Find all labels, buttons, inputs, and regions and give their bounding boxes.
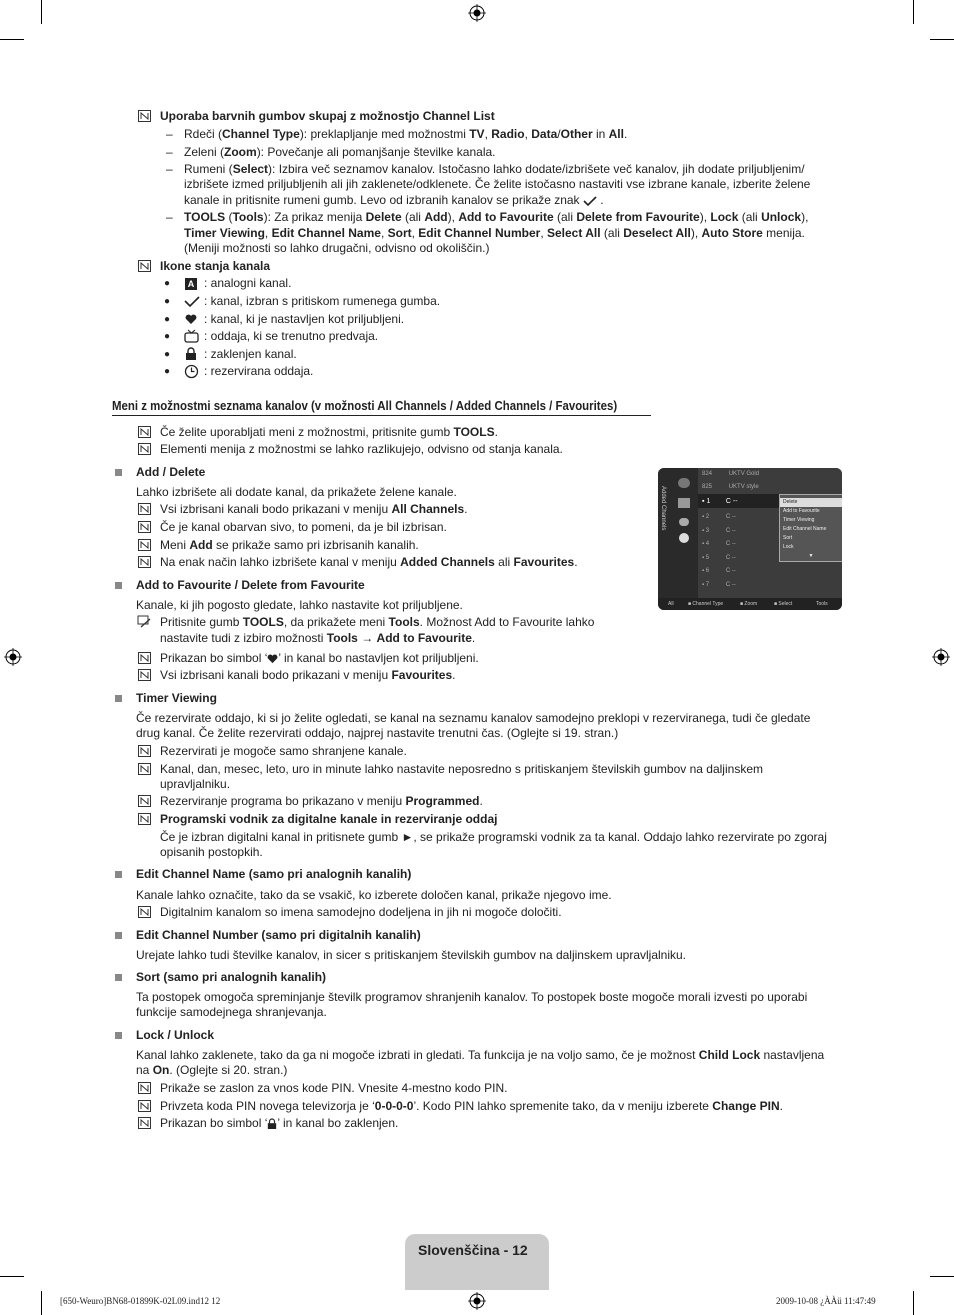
timer-heading: Timer Viewing bbox=[136, 691, 217, 705]
note-icon bbox=[138, 426, 151, 438]
timer-guide-text-2: opisanih postopkih. bbox=[160, 845, 263, 859]
edit-name-note: Digitalnim kanalom so imena samodejno dodeljena in jih ni mogoče določiti. bbox=[160, 905, 562, 919]
bullet: ● bbox=[164, 296, 171, 307]
section-title: Meni z možnostmi seznama kanalov (v možnosti All Channels / Added Channels / Favourites) bbox=[112, 398, 618, 413]
crop-mark bbox=[913, 0, 914, 24]
tv-add-icon bbox=[678, 498, 690, 508]
timer-note-2: upravljalniku. bbox=[160, 777, 231, 791]
lock-note: Prikazan bo simbol ‘ ’ in kanal bo zaklenjen. bbox=[160, 1116, 399, 1130]
red-button-text: Rdeči (Channel Type): preklapljanje med možnostmi TV, Radio, Data/Other in All. bbox=[184, 127, 628, 141]
registration-mark-icon bbox=[468, 4, 486, 22]
lock-text: Kanal lahko zaklenete, tako da ga ni mogoče izbrati in gledati. Ta funkcija je na voljo samo, če je možnost Child Lock nastavljena bbox=[136, 1048, 825, 1062]
tv-clock-icon bbox=[679, 533, 689, 543]
section-underline bbox=[112, 415, 651, 416]
lock-heading: Lock / Unlock bbox=[136, 1028, 215, 1042]
note-icon bbox=[138, 813, 151, 825]
tv-footer-label: Tools bbox=[816, 601, 828, 607]
square-bullet bbox=[115, 974, 122, 981]
tv-row: 825 UKTV style bbox=[702, 484, 759, 490]
add-delete-note: Na enak način lahko izbrišete kanal v meniju Added Channels ali Favourites. bbox=[160, 555, 578, 569]
timer-note: Kanal, dan, mesec, leto, uro in minute lahko nastavite neposredno s pritiskanjem številskih gumbov na daljinskem bbox=[160, 762, 763, 776]
tv-row: ▪ 7 C -- bbox=[702, 582, 736, 588]
note-icon bbox=[138, 906, 151, 918]
tv-menu-item: Add to Favourite bbox=[783, 508, 820, 514]
edit-name-text: Kanale lahko označite, tako da se vsakič, ko izberete določen kanal, prikaže njegovo ime. bbox=[136, 888, 612, 902]
note-icon bbox=[138, 795, 151, 807]
lock-text-2: na On. (Oglejte si 20. stran.) bbox=[136, 1063, 288, 1077]
tv-menu-item-delete: Delete bbox=[780, 498, 842, 507]
note-icon bbox=[138, 1117, 151, 1129]
square-bullet bbox=[115, 871, 122, 878]
clock-icon bbox=[184, 364, 199, 379]
timer-guide-text: Če je izbran digitalni kanal in pritisnete gumb ►, se prikaže programski vodnik za ta kanal. Oddajo lahko rezervirate po zgoraj bbox=[160, 830, 827, 844]
dash: – bbox=[166, 210, 173, 224]
page-number-label: Slovenščina - 12 bbox=[418, 1242, 528, 1258]
tv-row: ▪ 5 C -- bbox=[702, 555, 736, 561]
tv-footer-label: ■ Select bbox=[774, 601, 793, 607]
status-icon-label: : kanal, izbran s pritiskom rumenega gumba. bbox=[204, 294, 441, 308]
favourite-text: Kanale, ki jih pogosto gledate, lahko nastavite kot priljubljene. bbox=[136, 598, 463, 612]
note-icon bbox=[138, 521, 151, 533]
crop-mark bbox=[913, 1291, 914, 1315]
favourite-note: Prikazan bo simbol ‘ ’ in kanal bo nastavljen kot priljubljeni. bbox=[160, 651, 479, 665]
file-info: [650-Weuro]BN68-01899K-02L09.ind12 12 bbox=[60, 1296, 221, 1306]
tv-tools-menu bbox=[779, 494, 842, 562]
status-icon-label: : oddaja, ki se trenutno predvaja. bbox=[204, 329, 379, 343]
add-delete-text: Lahko izbrišete ali dodate kanal, da prikažete želene kanale. bbox=[136, 485, 457, 499]
timer-text-2: drug kanal. Če želite rezervirati oddajo, najprej nastavite trenutni čas. (Oglejte si 19. stran.) bbox=[136, 726, 619, 740]
note-icon bbox=[138, 763, 151, 775]
add-delete-note: Meni Add se prikaže samo pri izbrisanih kanalih. bbox=[160, 538, 419, 552]
note-icon bbox=[138, 503, 151, 515]
crop-mark bbox=[41, 0, 42, 24]
add-delete-heading: Add / Delete bbox=[136, 465, 206, 479]
status-icons-title: Ikone stanja kanala bbox=[160, 259, 271, 273]
crop-mark bbox=[930, 1276, 954, 1277]
bullet: ● bbox=[164, 278, 171, 289]
green-button-text: Zeleni (Zoom): Povečanje ali pomanjšanje številke kanala. bbox=[184, 145, 496, 159]
note-icon bbox=[138, 1082, 151, 1094]
registration-mark-icon bbox=[4, 648, 22, 666]
colour-buttons-title: Uporaba barvnih gumbov skupaj z možnostjo Channel List bbox=[160, 109, 495, 123]
square-bullet bbox=[115, 469, 122, 476]
note-icon bbox=[138, 260, 151, 272]
status-icon-label: : zaklenjen kanal. bbox=[204, 347, 297, 361]
favourite-note: Vsi izbrisani kanali bodo prikazani v meniju Favourites. bbox=[160, 668, 456, 682]
note-icon bbox=[138, 556, 151, 568]
tools-button-text: TOOLS (Tools): Za prikaz menija Delete (ali Add), Add to Favourite (ali Delete from Favourite), Lock (ali Unlock), bbox=[184, 210, 809, 224]
lock-icon bbox=[267, 1118, 277, 1130]
tv-channel-list-screenshot bbox=[658, 468, 842, 610]
registration-mark-icon bbox=[932, 648, 950, 666]
tv-antenna-icon bbox=[678, 478, 690, 488]
tv-menu-item: Lock bbox=[783, 544, 794, 550]
note-icon bbox=[138, 443, 151, 455]
tools-button-text-3: (Meniji možnosti so lahko drugačni, odvisno od okoliščin.) bbox=[184, 241, 490, 255]
tv-menu-down-arrow-icon: ▼ bbox=[808, 553, 814, 559]
note-icon bbox=[138, 652, 151, 664]
sort-text: Ta postopek omogoča spreminjanje številk programov shranjenih kanalov. To postopek boste mogoče morali izvesti po uporabi bbox=[136, 990, 808, 1004]
edit-number-heading: Edit Channel Number (samo pri digitalnih kanalih) bbox=[136, 928, 421, 942]
dash: – bbox=[166, 127, 173, 141]
square-bullet bbox=[115, 1032, 122, 1039]
heart-icon bbox=[185, 314, 197, 325]
square-bullet bbox=[115, 695, 122, 702]
tools-button-text-2: Timer Viewing, Edit Channel Name, Sort, Edit Channel Number, Select All (ali Deselect All), Auto Store menija. bbox=[184, 226, 805, 240]
tv-footer-label: ■ Channel Type bbox=[688, 601, 724, 607]
yellow-button-text: Rumeni (Select): Izbira več seznamov kanalov. Istočasno lahko dodate/izbrišete več kanalov, jih dodate priljubljenim/ bbox=[184, 162, 805, 176]
tv-footer-label: ■ Zoom bbox=[740, 601, 758, 607]
crop-mark bbox=[41, 1291, 42, 1315]
lock-icon bbox=[185, 347, 197, 361]
tv-row: ▪ 1 C -- bbox=[702, 498, 738, 505]
note-icon bbox=[138, 669, 151, 681]
analog-icon: A bbox=[185, 278, 197, 290]
intro-note: Elementi menija z možnostmi se lahko razlikujejo, odvisno od stanja kanala. bbox=[160, 442, 563, 456]
crop-mark bbox=[930, 39, 954, 40]
dash: – bbox=[166, 145, 173, 159]
add-delete-note: Vsi izbrisani kanali bodo prikazani v meniju All Channels. bbox=[160, 502, 468, 516]
bullet: ● bbox=[164, 366, 171, 377]
check-icon bbox=[184, 296, 200, 307]
crop-mark bbox=[0, 39, 24, 40]
tv-footer bbox=[658, 598, 842, 610]
timer-note: Rezerviranje programa bo prikazano v meniju Programmed. bbox=[160, 794, 483, 808]
tv-menu-item: Timer Viewing bbox=[783, 517, 815, 523]
sort-heading: Sort (samo pri analognih kanalih) bbox=[136, 970, 327, 984]
status-icon-label: : kanal, ki je nastavljen kot priljubljeni. bbox=[204, 312, 405, 326]
tv-row: 824 UKTV Gold bbox=[702, 471, 760, 477]
tv-heart-icon bbox=[679, 518, 689, 526]
bullet: ● bbox=[164, 349, 171, 360]
heart-icon bbox=[267, 654, 278, 664]
status-icon-label: : rezervirana oddaja. bbox=[204, 364, 314, 378]
timer-guide-title: Programski vodnik za digitalne kanale in rezerviranje oddaj bbox=[160, 812, 498, 826]
favourite-heading: Add to Favourite / Delete from Favourite bbox=[136, 578, 365, 592]
tv-icon bbox=[184, 329, 199, 343]
check-icon bbox=[583, 196, 597, 206]
square-bullet bbox=[115, 582, 122, 589]
yellow-button-text-2: izbrišete izmed priljubljenih ali jih zaklenete/odklenete. Če želite istočasno nastaviti vse izbrane kanale, izberite želene bbox=[184, 177, 811, 191]
note-icon bbox=[138, 539, 151, 551]
favourite-tools-text-2: nastavite tudi z izbiro možnosti Tools → Add to Favourite. bbox=[160, 631, 476, 645]
bullet: ● bbox=[164, 331, 171, 342]
yellow-button-text-3: kanale in pritisnite rumeni gumb. Levo od izbranih kanalov se prikaže znak . bbox=[184, 193, 604, 207]
tv-side-label: Added Channels bbox=[660, 486, 666, 531]
tv-row: ▪ 2 C -- bbox=[702, 514, 736, 520]
favourite-tools-text: Pritisnite gumb TOOLS, da prikažete meni Tools. Možnost Add to Favourite lahko bbox=[160, 615, 595, 629]
lock-note: Prikaže se zaslon za vnos kode PIN. Vnesite 4-mestno kodo PIN. bbox=[160, 1081, 508, 1095]
status-icon-label: : analogni kanal. bbox=[204, 276, 292, 290]
tv-menu-item: Sort bbox=[783, 535, 793, 541]
registration-mark-icon bbox=[468, 1292, 486, 1310]
square-bullet bbox=[115, 932, 122, 939]
edit-number-text: Urejate lahko tudi številke kanalov, in sicer s pritiskanjem številskih gumbov na daljinskem upravljalniku. bbox=[136, 948, 687, 962]
edit-name-heading: Edit Channel Name (samo pri analognih kanalih) bbox=[136, 867, 412, 881]
add-delete-note: Če je kanal obarvan sivo, to pomeni, da je bil izbrisan. bbox=[160, 520, 447, 534]
note-icon bbox=[138, 110, 151, 122]
tv-footer-label: All bbox=[668, 601, 674, 607]
lock-note: Privzeta koda PIN novega televizorja je ‘0-0-0-0’. Kodo PIN lahko spremenite tako, da v meniju izberete Change PIN. bbox=[160, 1099, 783, 1113]
date-info: 2009-10-08 ¿ÀÀü 11:47:49 bbox=[776, 1296, 876, 1306]
tv-row: ▪ 6 C -- bbox=[702, 568, 736, 574]
tv-row: ▪ 4 C -- bbox=[702, 541, 736, 547]
timer-text: Če rezervirate oddajo, ki si jo želite ogledati, se kanal na seznamu kanalov samodejno preklopi v rezerviranega, tudi če gledate bbox=[136, 711, 811, 725]
crop-mark bbox=[0, 1276, 24, 1277]
tv-row: ▪ 3 C -- bbox=[702, 528, 736, 534]
note-icon bbox=[138, 1100, 151, 1112]
note-icon bbox=[138, 745, 151, 757]
bullet: ● bbox=[164, 314, 171, 325]
tv-menu-item: Edit Channel Name bbox=[783, 526, 827, 532]
timer-note: Rezervirati je mogoče samo shranjene kanale. bbox=[160, 744, 407, 758]
sort-text-2: funkcije samodejnega shranjevanja. bbox=[136, 1005, 327, 1019]
dash: – bbox=[166, 162, 173, 176]
tools-icon bbox=[137, 615, 152, 628]
intro-note: Če želite uporabljati meni z možnostmi, pritisnite gumb TOOLS. bbox=[160, 425, 498, 439]
